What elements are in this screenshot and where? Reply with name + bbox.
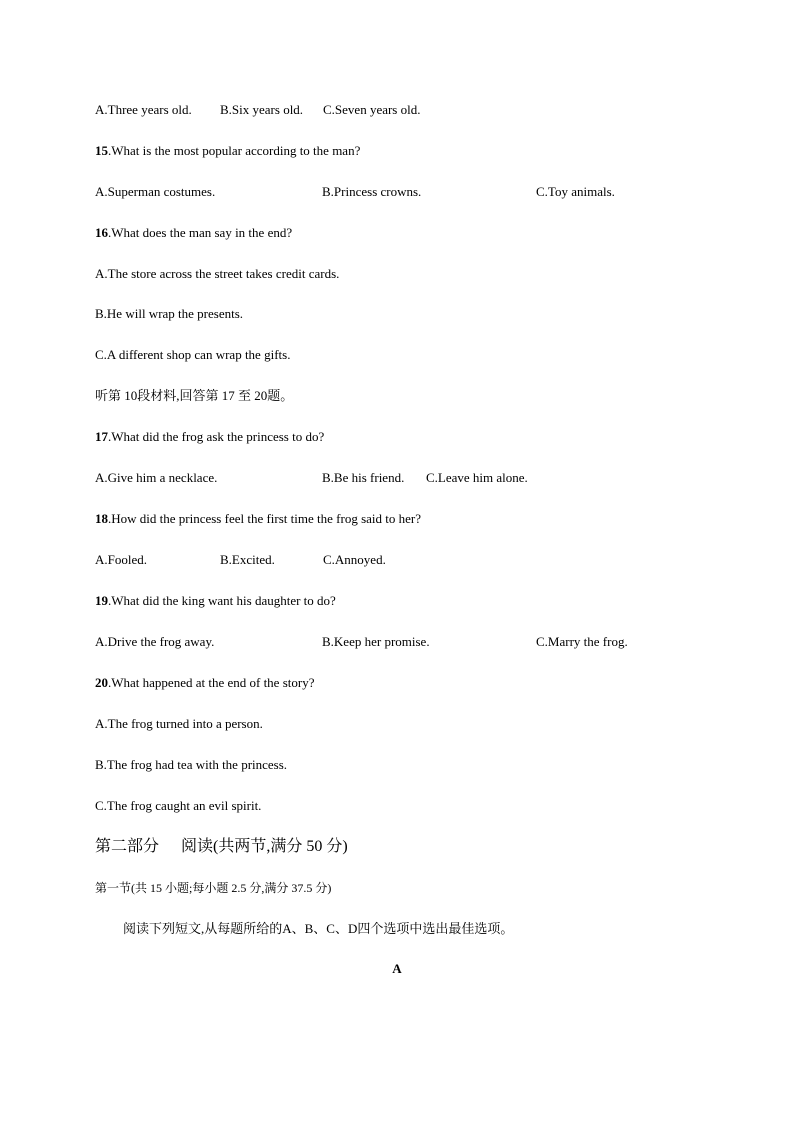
q19-question (95, 592, 336, 610)
q14-option-b: B.Six years old. (220, 102, 304, 117)
q15-number: 15 (95, 143, 108, 158)
q16-option-b: B.He will wrap the presents. (95, 306, 244, 321)
q18-option-b: B.Excited. (220, 552, 275, 567)
q20-number: 20 (95, 675, 108, 690)
q16-text: .What does the man say in the end? (108, 225, 293, 240)
q20-option-a: A.The frog turned into a person. (95, 716, 263, 731)
q15-question (95, 142, 360, 160)
q19-text: .What did the king want his daughter to do? (108, 593, 336, 608)
q19-option-b: B.Keep her promise. (322, 634, 430, 649)
q18-option-a: A.Fooled. (95, 552, 147, 567)
q17-text: .What did the frog ask the princess to do? (108, 429, 325, 444)
part-two-title: 第二部分 (95, 838, 160, 855)
q18-text: .How did the princess feel the first time the frog said to her? (108, 511, 421, 526)
q18-question (95, 510, 421, 528)
q15-text: .What is the most popular according to the man? (108, 143, 361, 158)
q14-option-a: A.Three years old. (95, 102, 192, 117)
material-10-instruction: 听第 10段材料,回答第 17 至 20题。 (95, 388, 294, 403)
part-two-subtitle: 阅读(共两节,满分 50 分) (181, 838, 348, 855)
q18-option-c: C.Annoyed. (323, 552, 386, 567)
q20-option-c: C.The frog caught an evil spirit. (95, 798, 262, 813)
q17-number: 17 (95, 429, 108, 444)
q15-option-a: A.Superman costumes. (95, 184, 216, 199)
reading-instruction: 阅读下列短文,从每题所给的A、B、C、D四个选项中选出最佳选项。 (123, 921, 514, 936)
q18-number: 18 (95, 511, 108, 526)
q19-option-a: A.Drive the frog away. (95, 634, 215, 649)
q20-question (95, 674, 314, 692)
q15-option-c: C.Toy animals. (536, 184, 615, 199)
part-two-heading (95, 837, 348, 857)
q19-option-c: C.Marry the frog. (536, 634, 628, 649)
q14-option-c: C.Seven years old. (323, 102, 421, 117)
q17-option-a: A.Give him a necklace. (95, 470, 218, 485)
passage-label: A (392, 961, 402, 976)
section-one-heading: 第一节(共 15 小题;每小题 2.5 分,满分 37.5 分) (95, 881, 332, 895)
q16-option-c: C.A different shop can wrap the gifts. (95, 347, 291, 362)
q16-question (95, 224, 292, 242)
q20-text: .What happened at the end of the story? (108, 675, 315, 690)
q16-number: 16 (95, 225, 108, 240)
q17-option-b: B.Be his friend. (322, 470, 405, 485)
q15-option-b: B.Princess crowns. (322, 184, 422, 199)
q16-option-a: A.The store across the street takes credit cards. (95, 266, 340, 281)
q19-number: 19 (95, 593, 108, 608)
q17-option-c: C.Leave him alone. (426, 470, 528, 485)
q20-option-b: B.The frog had tea with the princess. (95, 757, 288, 772)
q17-question (95, 428, 324, 446)
